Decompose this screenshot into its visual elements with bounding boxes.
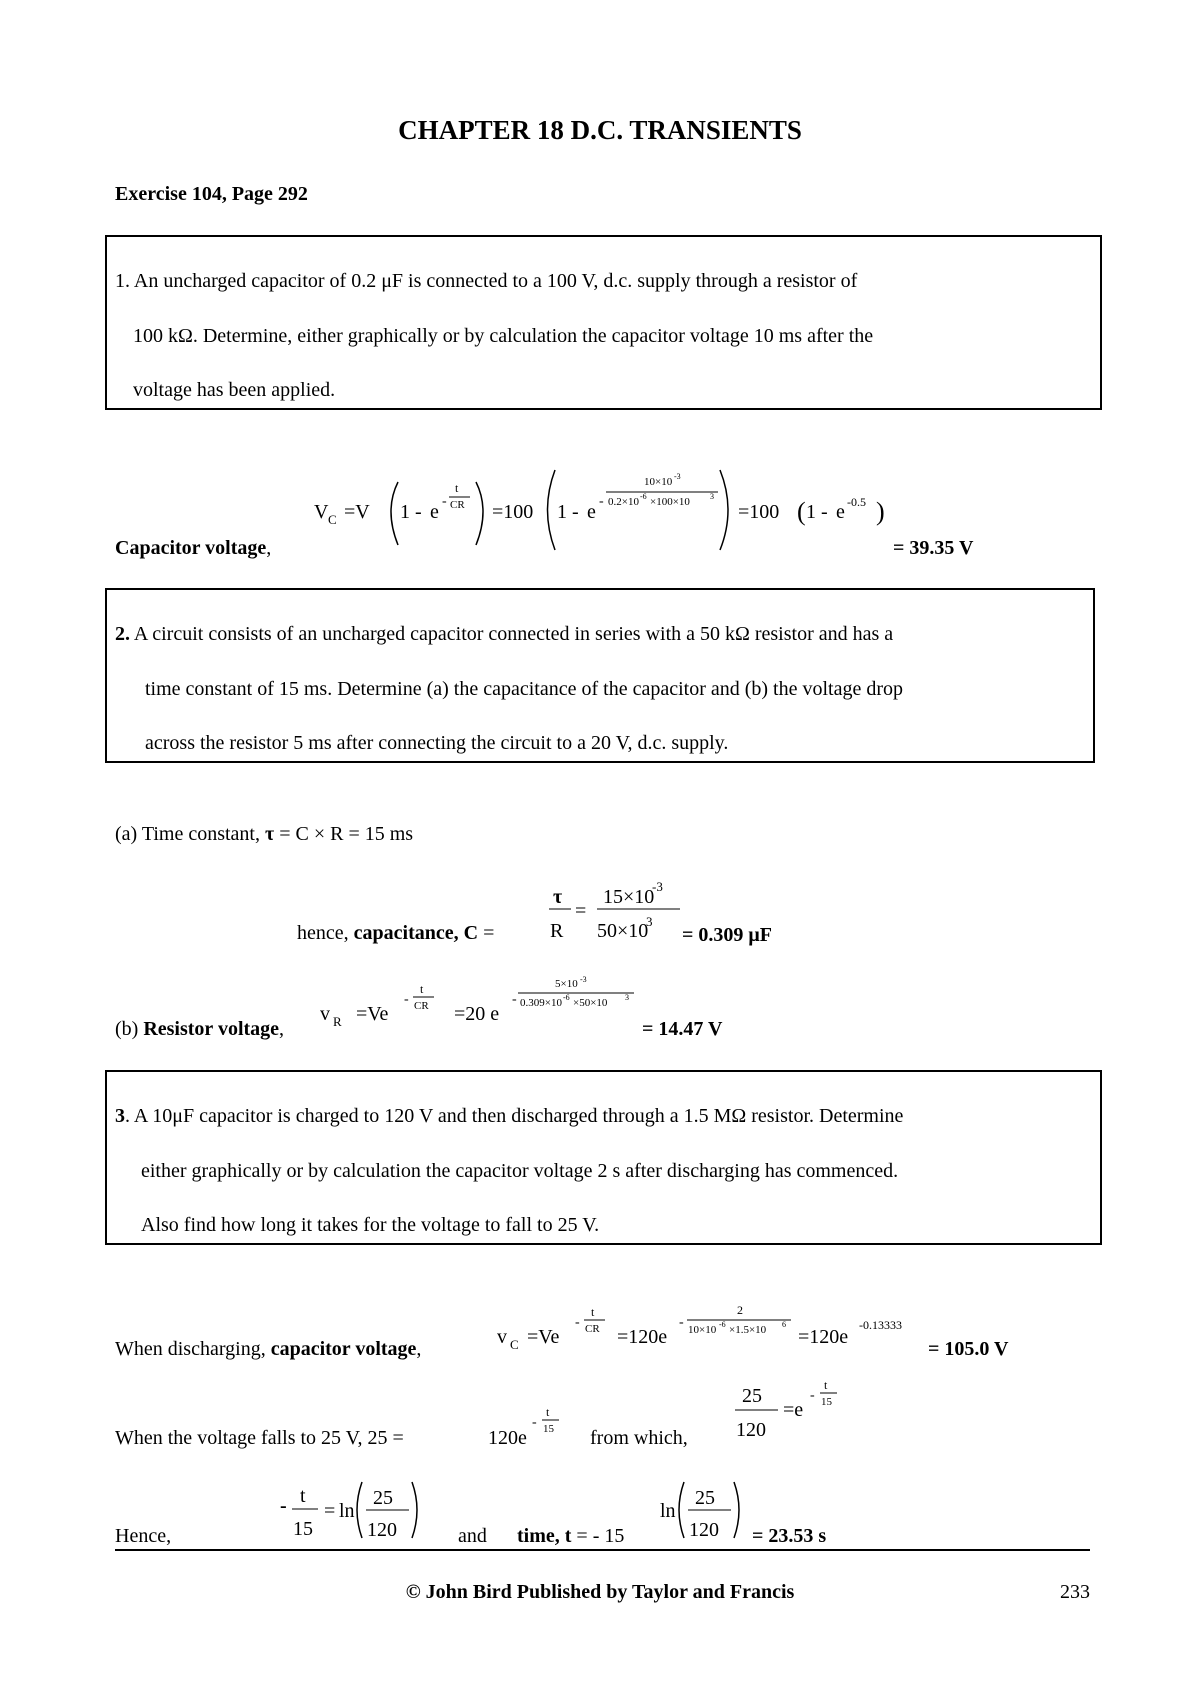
cap-eq: = [575, 900, 587, 922]
h-120: 120 [367, 1519, 397, 1541]
dv-cr: CR [585, 1323, 600, 1335]
footer-copyright: © John Bird Published by Taylor and Francis [405, 1581, 795, 1603]
eq-num2-exp: -3 [674, 472, 681, 481]
question-1-text-1: . An uncharged capacitor of 0.2 μF is connected to a 100 V, d.c. supply through a resistor of [125, 270, 858, 292]
h-eq: = [324, 1500, 336, 1522]
capacitor-voltage-result: = 39.35 V [893, 537, 974, 559]
vr-den5: 0.309×10 [520, 997, 562, 1009]
discharging-line: When discharging, capacitor voltage, [115, 1338, 422, 1360]
time-line: time, t = - 15 [517, 1525, 625, 1547]
vr-t: t [420, 982, 424, 996]
eq-minus-2: - [599, 494, 604, 509]
fall-120e: 120e [488, 1427, 527, 1449]
question-2-number: 2. [115, 623, 130, 645]
dv-den2-exp2: 6 [782, 1320, 786, 1329]
chapter-title: CHAPTER 18 D.C. TRANSIENTS [398, 115, 802, 145]
dv-minus-2: - [679, 1315, 684, 1330]
time-result: = 23.53 s [752, 1525, 827, 1547]
question-3-line-2: either graphically or by calculation the capacitor voltage 2 s after discharging has commenced. [141, 1160, 899, 1182]
cap-num-exp: -3 [652, 879, 663, 894]
fall-equation-left [480, 1398, 600, 1458]
capacitance-fraction [545, 877, 805, 947]
eq-minus: - [442, 494, 447, 509]
voltage-falls-line: When the voltage falls to 25 V, 25 = [115, 1427, 404, 1449]
question-1-line-2: 100 kΩ. Determine, either graphically or by calculation the capacitor voltage 10 ms after the [133, 325, 874, 347]
question-3-line-3: Also find how long it takes for the voltage to fall to 25 V. [141, 1214, 600, 1236]
fr-25: 25 [742, 1385, 762, 1407]
eq-cr: CR [450, 499, 465, 511]
h-bracket-right [412, 1482, 417, 1538]
exercise-heading: Exercise 104, Page 292 [115, 183, 308, 205]
dv-num2: 2 [737, 1303, 743, 1317]
question-3-line-1 [115, 1105, 903, 1128]
dv-minus: - [575, 1315, 580, 1330]
footer-rule [115, 1549, 1090, 1551]
question-1-number: 1 [115, 270, 125, 292]
fr-eqe: =e [783, 1399, 804, 1421]
vr-sub: R [333, 1014, 342, 1029]
resistor-voltage-line: (b) Resistor voltage, [115, 1018, 285, 1040]
dv-den2-exp: -6 [719, 1320, 726, 1329]
eq-den2: 0.2×10 [608, 496, 639, 508]
eq-e-2: e [587, 501, 596, 523]
dv-v: v [497, 1326, 507, 1348]
hence-equation [272, 1474, 442, 1552]
eq-den2-tail: ×100×10 [650, 496, 690, 508]
fall-15: 15 [543, 1423, 554, 1435]
t-120: 120 [689, 1519, 719, 1541]
t-25: 25 [695, 1487, 715, 1509]
t-bracket-right [734, 1482, 739, 1538]
eq-t: t [455, 481, 459, 495]
fr-120: 120 [736, 1419, 766, 1441]
t-ln: ln [660, 1500, 676, 1522]
eq-bracket-right-1 [476, 482, 483, 545]
dv-den2-tail: ×1.5×10 [729, 1324, 767, 1336]
question-2-line-1 [115, 623, 893, 646]
dv-t: t [591, 1305, 595, 1319]
eq-e: e [430, 501, 439, 523]
eq-den2-exp2: 3 [710, 492, 714, 501]
question-3-text-1: . A 10μF capacitor is charged to 120 V and then discharged through a 1.5 MΩ resistor. Determine [125, 1105, 904, 1127]
dv-den2: 10×10 [688, 1324, 717, 1336]
cap-den-exp: 3 [646, 914, 653, 929]
capacitor-voltage-equation [300, 460, 900, 552]
vr-v: v [320, 1003, 330, 1025]
h-15: 15 [293, 1518, 313, 1540]
cap-R: R [550, 920, 564, 942]
dv-eq120: =120e [617, 1326, 668, 1348]
eq-v: V [314, 501, 329, 523]
resistor-voltage-result: = 14.47 V [642, 1018, 723, 1040]
eq-eq100: =100 [492, 501, 534, 523]
eq-bracket-left-1 [391, 482, 398, 545]
question-2-box [105, 588, 1095, 763]
fall-equation-right [730, 1372, 860, 1452]
time-constant-line: (a) Time constant, τ = C × R = 15 ms [115, 823, 414, 845]
vr-den5-exp: -6 [563, 993, 570, 1002]
fall-minus: - [532, 1415, 537, 1430]
vr-num5-exp: -3 [580, 975, 587, 984]
time-ln-equation [650, 1474, 760, 1552]
capacitor-voltage-label: Capacitor voltage, [115, 537, 272, 559]
h-ln: ln [339, 1500, 355, 1522]
question-2-line-2: time constant of 15 ms. Determine (a) the capacitance of the capacitor and (b) the voltage drop [145, 678, 904, 700]
eq-e-3: e [836, 501, 845, 523]
question-1-box [105, 235, 1102, 410]
vr-minus-2: - [512, 992, 517, 1007]
question-1-line-3: voltage has been applied. [133, 379, 336, 401]
h-25: 25 [373, 1487, 393, 1509]
vr-den5-tail: ×50×10 [573, 997, 608, 1009]
question-3-box [105, 1070, 1102, 1245]
dv-eq120b: =120e [798, 1326, 849, 1348]
vr-minus: - [404, 992, 409, 1007]
discharge-result: = 105.0 V [928, 1338, 1009, 1360]
h-bracket-left [357, 1482, 362, 1538]
eq-one-2: 1 - [557, 501, 579, 523]
eq-exp3: -0.5 [847, 495, 866, 509]
page-number: 233 [1060, 1581, 1090, 1603]
question-2-line-3: across the resistor 5 ms after connecting the circuit to a 20 V, d.c. supply. [145, 732, 729, 754]
eq-paren-r: ) [876, 497, 885, 526]
from-which-label: from which, [590, 1427, 688, 1449]
eq-bracket-right-2 [720, 470, 728, 550]
cap-den: 50×10 [597, 920, 649, 942]
cap-result: = 0.309 μF [682, 924, 772, 946]
eq-paren-l: ( [797, 497, 806, 526]
discharge-equation [495, 1298, 935, 1368]
vr-eqVe: =Ve [356, 1003, 389, 1025]
fr-t: t [824, 1378, 828, 1392]
h-neg: - [280, 1495, 287, 1517]
t-bracket-left [679, 1482, 684, 1538]
vr-eq20: =20 e [454, 1003, 500, 1025]
eq-one: 1 - [400, 501, 422, 523]
vr-cr: CR [414, 1000, 429, 1012]
question-2-text-1: A circuit consists of an uncharged capacitor connected in series with a 50 kΩ resistor and has a [130, 623, 894, 645]
capacitance-line: hence, capacitance, C = [297, 922, 495, 944]
eq-eqV: =V [344, 501, 370, 523]
eq-bracket-left-2 [548, 470, 556, 550]
hence-label: Hence, [115, 1525, 172, 1547]
question-3-number: 3 [115, 1105, 125, 1127]
cap-tau: τ [553, 886, 563, 908]
fr-15: 15 [821, 1396, 832, 1408]
eq-num2: 10×10 [644, 476, 673, 488]
dv-eqVe: =Ve [527, 1326, 560, 1348]
dv-sub: C [510, 1337, 519, 1352]
eq-den2-exp: -6 [640, 492, 647, 501]
eq-one-3: 1 - [806, 501, 828, 523]
vr-num5: 5×10 [555, 978, 578, 990]
eq-v-sub: C [328, 512, 337, 527]
question-1-line-1 [115, 270, 857, 293]
dv-exp-val: -0.13333 [859, 1318, 902, 1332]
eq-eq100b: =100 [738, 501, 780, 523]
fr-minus: - [810, 1388, 815, 1403]
h-t: t [300, 1485, 306, 1507]
vr-den5-exp2: 3 [625, 993, 629, 1002]
fall-t: t [546, 1405, 550, 1419]
cap-num: 15×10 [603, 886, 655, 908]
and-label: and [458, 1525, 487, 1547]
